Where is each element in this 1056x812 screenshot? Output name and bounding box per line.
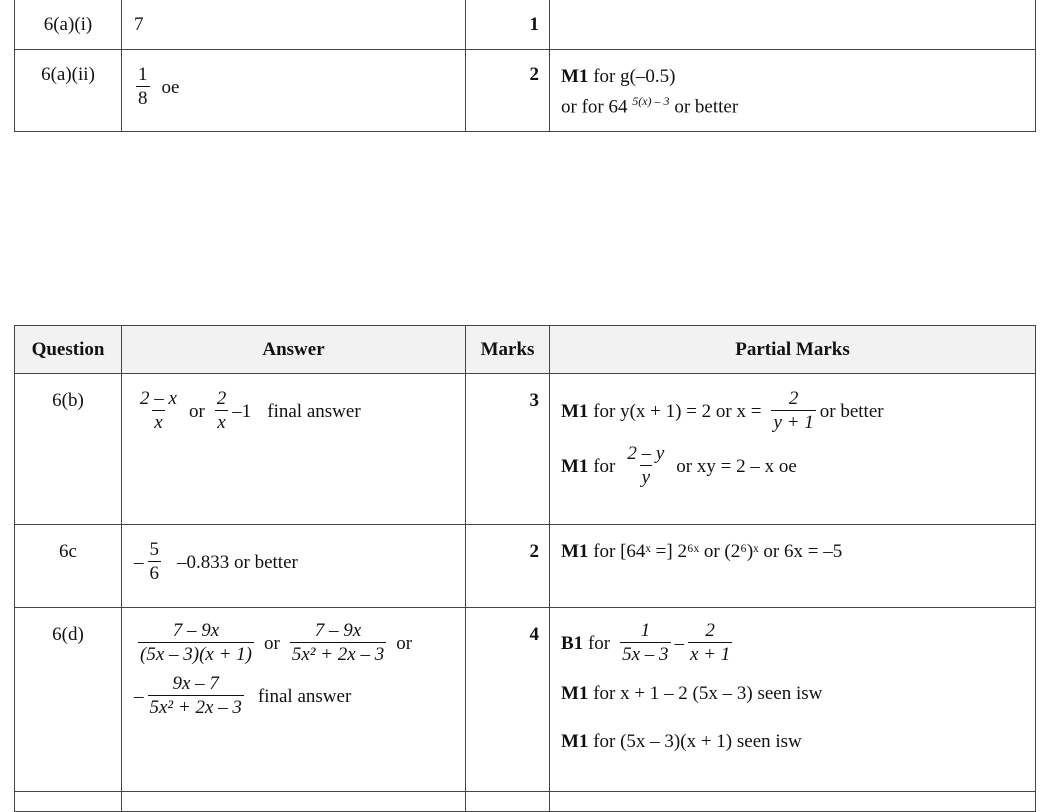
header-partial-marks: Partial Marks <box>550 326 1036 374</box>
table-row <box>15 608 1036 792</box>
top-mark-table <box>14 0 1036 132</box>
table-row <box>15 50 1036 132</box>
partial-marks-cell: M1 for [64ˣ =] 2⁶ˣ or (2⁶)ˣ or 6x = –5 <box>550 525 1036 608</box>
partial-marks-cell: M1 for y(x + 1) = 2 or x = $\frac{2}{y + 1}$ or better M1 for 2 – y y or xy = 2 – x oe <box>550 374 1036 525</box>
header-question: Question <box>15 326 122 374</box>
question-cell: 6(a)(i) <box>15 0 122 50</box>
table-row <box>15 525 1036 608</box>
header-row <box>15 326 1036 374</box>
question-cell: 6(a)(ii) <box>15 50 122 132</box>
partial-marks-cell: B1 for 1 5x – 3 – 2 x + 1 M1 for x + 1 – 2 (5x – 3) seen isw M1 for (5x – 3)(x + 1) seen isw <box>550 608 1036 792</box>
answer-fraction: 1 8 <box>138 64 148 109</box>
partial-marks-cell <box>550 0 1036 50</box>
main-mark-table <box>14 325 1036 812</box>
marks-cell: 3 <box>466 374 550 525</box>
answer-cell: 7 <box>122 0 466 50</box>
table-row <box>15 374 1036 525</box>
table-row <box>15 0 1036 50</box>
header-answer: Answer <box>122 326 466 374</box>
marks-cell: 2 <box>466 525 550 608</box>
answer-cell: – 5 6 –0.833 or better <box>122 525 466 608</box>
question-cell: 6(d) <box>15 608 122 792</box>
answer-cell: 7 – 9x (5x – 3)(x + 1) or 7 – 9x 5x² + 2x – 3 or – 9x – 7 5x² + 2x – 3 final answer <box>122 608 466 792</box>
marks-cell: 1 <box>466 0 550 50</box>
header-marks: Marks <box>466 326 550 374</box>
answer-cell: 1 8 oe <box>122 50 466 132</box>
marks-cell: 2 <box>466 50 550 132</box>
question-cell: 6(b) <box>15 374 122 525</box>
table-row <box>15 792 1036 812</box>
partial-marks-cell: M1 for g(–0.5) or for 64 $^{5(x) - 3}$ or better <box>550 50 1036 132</box>
question-cell: 6c <box>15 525 122 608</box>
marks-cell: 4 <box>466 608 550 792</box>
answer-cell: 2 – x x or 2 x –1 final answer <box>122 374 466 525</box>
